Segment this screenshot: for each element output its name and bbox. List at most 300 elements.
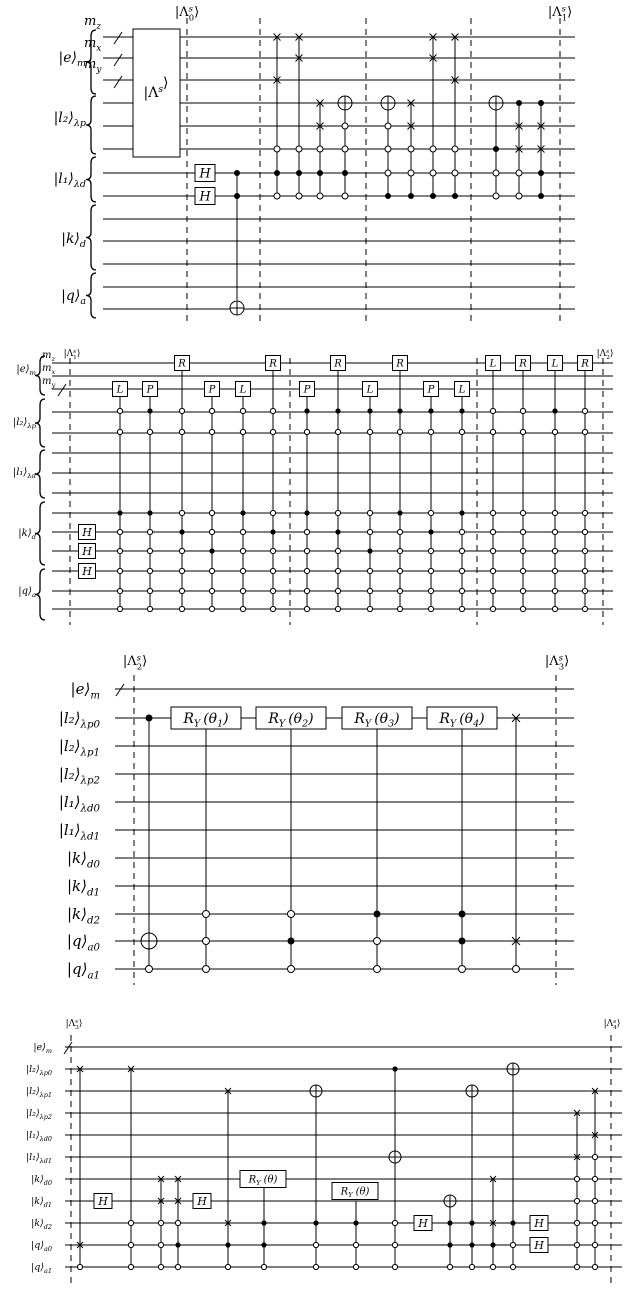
gate-label: H <box>418 1216 428 1230</box>
open-control <box>147 568 152 573</box>
control-dot <box>510 1220 515 1225</box>
open-control <box>147 548 152 553</box>
open-control <box>209 606 214 611</box>
open-control <box>147 429 152 434</box>
open-control <box>146 966 153 973</box>
wire-label-10: $|q⟩_{a1}$ <box>31 1262 52 1275</box>
wire-label-6: $|k⟩_{d0}$ <box>31 1174 52 1187</box>
open-control <box>493 170 499 176</box>
open-control <box>342 123 348 129</box>
gate-label: L <box>489 358 497 370</box>
gate-label: R <box>269 358 277 370</box>
open-control <box>209 510 214 515</box>
open-control <box>552 606 557 611</box>
wire-label-4: $|l_1⟩_{\lambda d0}$ <box>58 793 100 815</box>
gate-label: H <box>534 1216 544 1230</box>
wire-label-9: $|q⟩_{a0}$ <box>31 1240 52 1253</box>
open-control <box>270 606 275 611</box>
gate-label: H <box>199 166 211 182</box>
gate-label: $R_Y$ (θ) <box>248 1174 278 1187</box>
open-control <box>582 588 587 593</box>
open-control <box>459 568 464 573</box>
open-control <box>397 568 402 573</box>
open-control <box>270 510 275 515</box>
wire-label-3: $|l_2⟩_{\lambda p2}$ <box>58 765 100 787</box>
register-brace <box>86 157 96 202</box>
open-control <box>459 548 464 553</box>
gate-label: R <box>581 358 589 370</box>
open-control <box>353 1242 358 1247</box>
gate-label: H <box>98 1194 108 1208</box>
open-control <box>203 911 210 918</box>
control-dot <box>452 193 458 199</box>
open-control <box>374 966 381 973</box>
wire-label-5: $|l_1⟩_{\lambda d1}$ <box>25 1152 52 1165</box>
open-control <box>335 588 340 593</box>
open-control <box>209 408 214 413</box>
open-control <box>592 1220 597 1225</box>
open-control <box>397 548 402 553</box>
gate-label: $R_Y$ (θ) <box>340 1186 370 1199</box>
open-control <box>452 146 458 152</box>
open-control <box>490 529 495 534</box>
gate-label: R <box>178 358 186 370</box>
open-control <box>520 568 525 573</box>
sub-label-mx: $m_x$ <box>84 36 102 54</box>
control-dot <box>408 193 414 199</box>
open-control <box>117 408 122 413</box>
open-control <box>304 429 309 434</box>
open-control <box>240 529 245 534</box>
open-control <box>459 529 464 534</box>
open-control <box>459 429 464 434</box>
barrier-label-0: $|\Lambda^s$ 1⟩ <box>63 348 81 362</box>
gate-label: $R_Y$ $(\theta_4)$ <box>439 710 485 730</box>
wire-label-0: $|e⟩_m$ <box>33 1042 52 1055</box>
open-control <box>513 966 520 973</box>
register-label-0: $|e⟩_m$ <box>58 50 86 70</box>
open-control <box>342 193 348 199</box>
open-control <box>428 429 433 434</box>
control-dot <box>270 529 275 534</box>
open-control <box>428 548 433 553</box>
open-control <box>490 568 495 573</box>
open-control <box>117 429 122 434</box>
register-brace <box>86 205 96 270</box>
open-control <box>304 548 309 553</box>
open-control <box>304 529 309 534</box>
open-control <box>270 548 275 553</box>
open-control <box>209 588 214 593</box>
bus-slash <box>114 54 122 66</box>
open-control <box>317 193 323 199</box>
control-dot <box>385 193 391 199</box>
open-control <box>520 588 525 593</box>
gate-label: L <box>458 384 466 396</box>
open-control <box>552 529 557 534</box>
open-control <box>209 429 214 434</box>
register-brace <box>35 399 45 447</box>
open-control <box>296 193 302 199</box>
open-control <box>261 1264 266 1269</box>
barrier-label-1: $|\Lambda^s$ 4⟩ <box>603 1018 621 1032</box>
open-control <box>274 146 280 152</box>
open-control <box>574 1242 579 1247</box>
open-control <box>520 408 525 413</box>
wire-label-7: $|k⟩_{d1}$ <box>31 1196 52 1209</box>
gate-label: P <box>427 384 435 396</box>
open-control <box>240 408 245 413</box>
control-dot <box>490 1242 495 1247</box>
open-control <box>552 510 557 515</box>
sub-label-mx: $m_x$ <box>42 363 56 376</box>
gate-label: R <box>396 358 404 370</box>
control-dot <box>147 510 152 515</box>
control-dot <box>296 170 302 176</box>
control-dot <box>147 408 152 413</box>
control-dot <box>335 408 340 413</box>
control-dot <box>459 408 464 413</box>
open-control <box>367 429 372 434</box>
open-control <box>147 529 152 534</box>
open-control <box>147 588 152 593</box>
wire-label-7: $|k⟩_{d1}$ <box>66 877 100 899</box>
open-control <box>179 429 184 434</box>
open-control <box>490 588 495 593</box>
open-control <box>408 146 414 152</box>
open-control <box>179 510 184 515</box>
control-dot <box>175 1242 180 1247</box>
gate-label: L <box>239 384 247 396</box>
bus-slash <box>114 76 122 88</box>
wire-label-8: $|k⟩_{d2}$ <box>31 1218 52 1231</box>
control-dot <box>261 1220 266 1225</box>
open-control <box>490 548 495 553</box>
bus-slash <box>116 684 124 696</box>
open-control <box>117 568 122 573</box>
open-control <box>592 1176 597 1181</box>
open-control <box>147 606 152 611</box>
open-control <box>385 146 391 152</box>
open-control <box>179 606 184 611</box>
sub-label-mz: $m_z$ <box>84 14 101 32</box>
control-dot <box>430 193 436 199</box>
control-dot <box>459 911 466 918</box>
open-control <box>270 408 275 413</box>
gate-label: $R_Y$ $(\theta_2)$ <box>268 710 314 730</box>
open-control <box>128 1264 133 1269</box>
control-dot <box>179 529 184 534</box>
control-dot <box>447 1220 452 1225</box>
gate-label: H <box>82 525 92 539</box>
open-control <box>392 1220 397 1225</box>
open-control <box>179 588 184 593</box>
open-control <box>397 429 402 434</box>
wire-label-3: $|l_2⟩_{\lambda p2}$ <box>25 1108 52 1121</box>
control-dot <box>397 408 402 413</box>
gate-label: L <box>366 384 374 396</box>
wire-label-4: $|l_1⟩_{\lambda d0}$ <box>25 1130 52 1143</box>
control-dot <box>146 715 153 722</box>
register-brace <box>35 569 45 620</box>
control-dot <box>538 170 544 176</box>
barrier-label-1: $|\Lambda^s$ 3⟩ <box>544 652 570 672</box>
control-dot <box>367 408 372 413</box>
register-label-2: $|l_1⟩_{\lambda d}$ <box>12 467 36 480</box>
gate-label: H <box>82 544 92 558</box>
open-control <box>117 529 122 534</box>
open-control <box>592 1198 597 1203</box>
register-label-1: $|l_2⟩_{\lambda p}$ <box>12 417 36 430</box>
control-dot <box>516 100 522 106</box>
open-control <box>117 548 122 553</box>
bus-slash <box>58 384 66 396</box>
wire-label-0: $|e⟩_m$ <box>70 680 100 702</box>
gate-label: L <box>551 358 559 370</box>
register-label-4: $|q⟩_a$ <box>18 586 36 599</box>
open-control <box>240 588 245 593</box>
open-control <box>317 146 323 152</box>
open-control <box>459 606 464 611</box>
open-control <box>203 938 210 945</box>
wire-label-5: $|l_1⟩_{\lambda d1}$ <box>58 821 100 843</box>
open-control <box>428 568 433 573</box>
open-control <box>77 1264 82 1269</box>
open-control <box>430 146 436 152</box>
gate-label: H <box>197 1194 207 1208</box>
open-control <box>516 170 522 176</box>
open-control <box>397 588 402 593</box>
gate-label: P <box>146 384 154 396</box>
gate-label: H <box>199 189 211 205</box>
wire-label-6: $|k⟩_{d0}$ <box>66 849 100 871</box>
wire-label-1: $|l_2⟩_{\lambda p0}$ <box>58 709 100 731</box>
open-control <box>270 588 275 593</box>
control-dot <box>538 100 544 106</box>
register-label-3: $|k⟩_d$ <box>61 231 86 251</box>
control-dot <box>493 146 499 152</box>
open-control <box>296 146 302 152</box>
control-dot <box>397 510 402 515</box>
open-control <box>179 548 184 553</box>
barrier-label-0: $|\Lambda^s$ 2⟩ <box>122 652 148 672</box>
open-control <box>288 911 295 918</box>
control-dot <box>374 911 381 918</box>
control-dot <box>261 1242 266 1247</box>
open-control <box>335 548 340 553</box>
open-control <box>490 408 495 413</box>
open-control <box>582 548 587 553</box>
register-brace <box>35 502 45 565</box>
open-control <box>304 588 309 593</box>
gate-label: $R_Y$ $(\theta_1)$ <box>183 710 229 730</box>
open-control <box>367 529 372 534</box>
open-control <box>552 548 557 553</box>
open-control <box>342 146 348 152</box>
open-control <box>516 193 522 199</box>
barrier-label-1: $|\Lambda^s$ 2⟩ <box>596 348 614 362</box>
open-control <box>428 606 433 611</box>
open-control <box>408 170 414 176</box>
open-control <box>428 588 433 593</box>
open-control <box>175 1264 180 1269</box>
open-control <box>392 1242 397 1247</box>
control-dot <box>538 193 544 199</box>
control-dot <box>469 1242 474 1247</box>
control-dot <box>459 938 466 945</box>
control-dot <box>117 510 122 515</box>
control-dot <box>552 408 557 413</box>
gate-label: H <box>534 1238 544 1252</box>
open-control <box>335 606 340 611</box>
control-dot <box>469 1220 474 1225</box>
wire-label-2: $|l_2⟩_{\lambda p1}$ <box>25 1086 52 1099</box>
control-dot <box>209 548 214 553</box>
bus-slash <box>114 32 122 44</box>
open-control <box>367 606 372 611</box>
open-control <box>304 606 309 611</box>
register-brace <box>86 273 96 318</box>
open-control <box>430 170 436 176</box>
open-control <box>490 1264 495 1269</box>
open-control <box>520 606 525 611</box>
open-control <box>469 1264 474 1269</box>
open-control <box>240 606 245 611</box>
register-brace <box>35 450 45 498</box>
open-control <box>270 568 275 573</box>
open-control <box>335 429 340 434</box>
open-control <box>270 429 275 434</box>
wire-label-8: $|k⟩_{d2}$ <box>66 905 100 927</box>
open-control <box>582 529 587 534</box>
control-dot <box>459 510 464 515</box>
control-dot <box>428 408 433 413</box>
control-dot <box>240 510 245 515</box>
open-control <box>452 170 458 176</box>
barrier-label-0: $|\Lambda^s$ 0⟩ <box>174 3 200 23</box>
open-control <box>240 548 245 553</box>
open-control <box>493 193 499 199</box>
open-control <box>574 1264 579 1269</box>
open-control <box>582 568 587 573</box>
open-control <box>510 1242 515 1247</box>
open-control <box>459 588 464 593</box>
open-control <box>117 606 122 611</box>
control-dot <box>367 548 372 553</box>
control-dot <box>225 1242 230 1247</box>
register-brace <box>86 96 96 154</box>
open-control <box>385 170 391 176</box>
control-dot <box>234 170 240 176</box>
open-control <box>520 548 525 553</box>
open-control <box>520 429 525 434</box>
wire-label-2: $|l_2⟩_{\lambda p1}$ <box>58 737 100 759</box>
open-control <box>385 123 391 129</box>
open-control <box>367 568 372 573</box>
sub-label-my: $m_y$ <box>42 376 56 389</box>
open-control <box>274 193 280 199</box>
wire-label-10: $|q⟩_{a1}$ <box>66 960 100 982</box>
open-control <box>158 1220 163 1225</box>
open-control <box>209 529 214 534</box>
open-control <box>552 429 557 434</box>
open-control <box>582 606 587 611</box>
open-control <box>574 1176 579 1181</box>
open-control <box>447 1264 452 1269</box>
open-control <box>428 510 433 515</box>
open-control <box>582 510 587 515</box>
gate-label: $R_Y$ $(\theta_3)$ <box>354 710 400 730</box>
control-dot <box>447 1242 452 1247</box>
open-control <box>117 588 122 593</box>
gate-label: R <box>519 358 527 370</box>
open-control <box>179 408 184 413</box>
open-control <box>552 588 557 593</box>
open-control <box>367 588 372 593</box>
open-control <box>240 429 245 434</box>
sub-label-mz: $m_z$ <box>42 350 56 363</box>
open-control <box>175 1220 180 1225</box>
gate-label: P <box>208 384 216 396</box>
open-control <box>582 429 587 434</box>
register-label-2: $|l_1⟩_{\lambda d}$ <box>53 171 86 191</box>
open-control <box>552 568 557 573</box>
control-dot <box>392 1066 397 1071</box>
open-control <box>203 966 210 973</box>
control-dot <box>304 408 309 413</box>
open-control <box>288 966 295 973</box>
sub-label-my: $m_y$ <box>84 57 102 75</box>
open-control <box>397 606 402 611</box>
control-dot <box>234 193 240 199</box>
control-dot <box>288 938 295 945</box>
open-control <box>158 1242 163 1247</box>
open-control <box>510 1264 515 1269</box>
open-control <box>225 1264 230 1269</box>
register-label-3: $|k⟩_d$ <box>18 528 36 541</box>
open-control <box>490 429 495 434</box>
gate-label: H <box>82 564 92 578</box>
open-control <box>128 1220 133 1225</box>
open-control <box>335 568 340 573</box>
barrier-label-0: $|\Lambda^s$ 3⟩ <box>65 1018 83 1032</box>
control-dot <box>353 1220 358 1225</box>
open-control <box>240 568 245 573</box>
barrier-label-1: $|\Lambda^s$ 1⟩ <box>547 3 573 23</box>
register-label-0: $|e⟩_m$ <box>16 364 36 377</box>
control-dot <box>342 170 348 176</box>
wire-label-1: $|l_2⟩_{\lambda p0}$ <box>25 1064 52 1077</box>
control-dot <box>335 529 340 534</box>
open-control <box>158 1264 163 1269</box>
open-control <box>520 510 525 515</box>
control-dot <box>274 170 280 176</box>
open-control <box>490 510 495 515</box>
open-control <box>313 1264 318 1269</box>
gate-label: R <box>334 358 342 370</box>
register-label-1: $|l_2⟩_{\lambda p}$ <box>53 110 86 130</box>
control-dot <box>304 510 309 515</box>
open-control <box>128 1242 133 1247</box>
register-label-4: $|q⟩_a$ <box>61 288 86 308</box>
open-control <box>574 1198 579 1203</box>
open-control <box>397 529 402 534</box>
gate-label: L <box>116 384 124 396</box>
open-control <box>313 1242 318 1247</box>
open-control <box>179 568 184 573</box>
control-dot <box>317 170 323 176</box>
open-control <box>304 568 309 573</box>
